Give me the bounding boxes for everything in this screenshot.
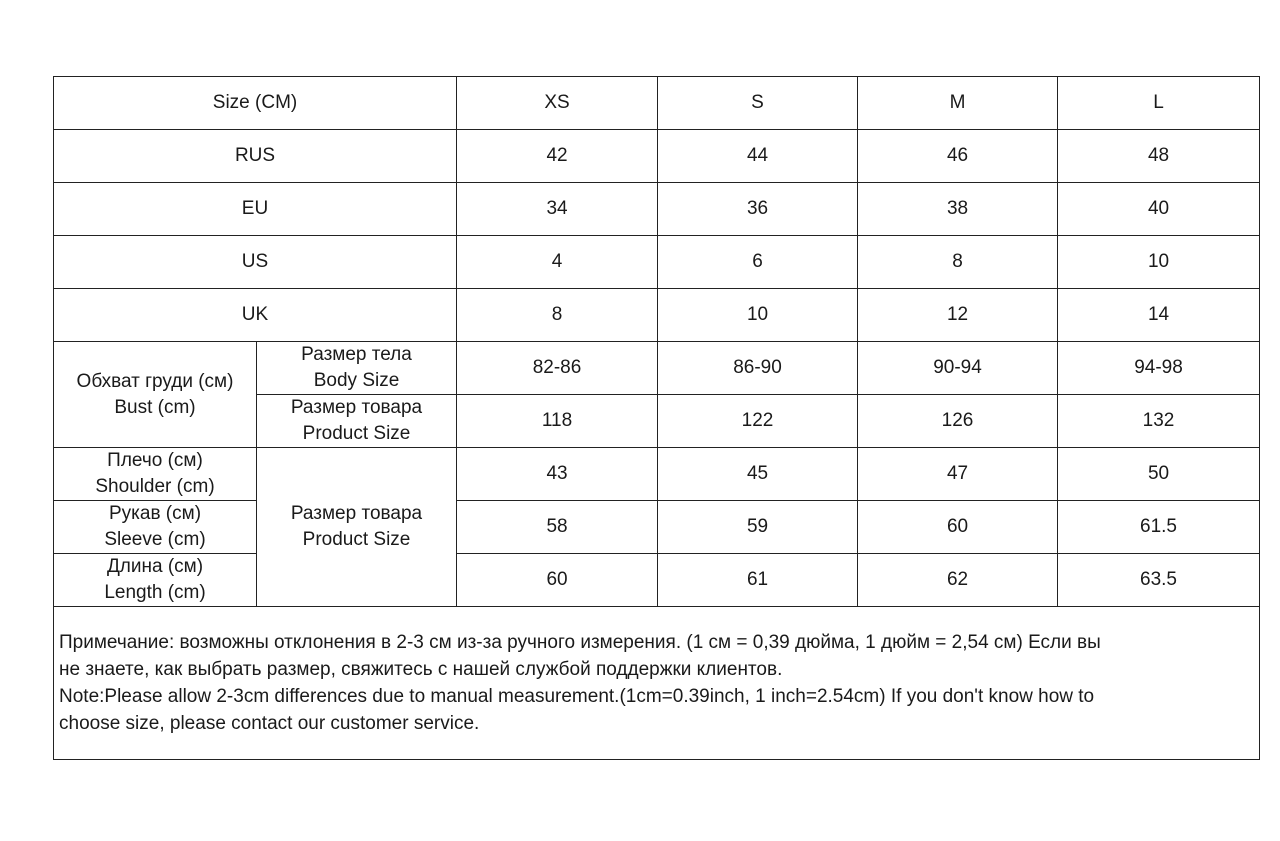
table-cell: 46: [858, 130, 1058, 183]
product-group-label-en: Product Size: [302, 529, 411, 550]
table-cell: 90-94: [858, 342, 1058, 395]
table-cell: 10: [658, 289, 858, 342]
table-cell: 44: [658, 130, 858, 183]
size-header-m: M: [858, 77, 1058, 130]
table-cell: 132: [1058, 395, 1260, 448]
note-cell: [54, 607, 1260, 760]
table-cell: 4: [457, 236, 658, 289]
table-row: [54, 236, 1260, 289]
standard-label-rus: RUS: [54, 130, 457, 183]
table-cell: 14: [1058, 289, 1260, 342]
product-size-label-en: Product Size: [302, 423, 411, 444]
table-row: [54, 554, 1260, 607]
table-cell: 61: [658, 554, 858, 607]
table-row: [54, 183, 1260, 236]
table-cell: 45: [658, 448, 858, 501]
size-chart-table: [53, 76, 1260, 760]
standard-label-us: US: [54, 236, 457, 289]
table-cell: 82-86: [457, 342, 658, 395]
table-row: [54, 130, 1260, 183]
table-cell: 59: [658, 501, 858, 554]
table-cell: 40: [1058, 183, 1260, 236]
table-cell: 48: [1058, 130, 1260, 183]
table-cell: 60: [457, 554, 658, 607]
table-cell: 61.5: [1058, 501, 1260, 554]
sleeve-label-ru: Рукав (см): [108, 503, 202, 524]
length-label-ru: Длина (см): [106, 556, 204, 577]
standard-label-uk: UK: [54, 289, 457, 342]
shoulder-label-ru: Плечо (см): [107, 450, 203, 471]
table-cell: 60: [858, 501, 1058, 554]
header-row: [54, 77, 1260, 130]
table-cell: 38: [858, 183, 1058, 236]
table-cell: 36: [658, 183, 858, 236]
table-row: [54, 501, 1260, 554]
length-label: [54, 554, 257, 607]
body-size-label-ru: Размер тела: [301, 344, 412, 365]
table-row: [54, 289, 1260, 342]
table-cell: 42: [457, 130, 658, 183]
sleeve-label-en: Sleeve (cm): [104, 529, 206, 550]
note-en-line-2: choose size, please contact our customer service.: [59, 713, 480, 734]
table-cell: 34: [457, 183, 658, 236]
note-row: [54, 607, 1260, 760]
table-cell: 6: [658, 236, 858, 289]
table-cell: 50: [1058, 448, 1260, 501]
table-cell: 94-98: [1058, 342, 1260, 395]
table-cell: 43: [457, 448, 658, 501]
note-ru-line-2: не знаете, как выбрать размер, свяжитесь с нашей службой поддержки клиентов.: [59, 659, 783, 680]
table-cell: 118: [457, 395, 658, 448]
size-header-label: Size (CM): [54, 77, 457, 130]
table-cell: 58: [457, 501, 658, 554]
table-cell: 63.5: [1058, 554, 1260, 607]
product-size-group-label: [257, 448, 457, 607]
table-cell: 47: [858, 448, 1058, 501]
product-size-label: [257, 395, 457, 448]
table-cell: 8: [858, 236, 1058, 289]
product-size-label-ru: Размер товара: [290, 397, 423, 418]
table-cell: 62: [858, 554, 1058, 607]
table-cell: 122: [658, 395, 858, 448]
body-size-label: [257, 342, 457, 395]
table-cell: 86-90: [658, 342, 858, 395]
standard-label-eu: EU: [54, 183, 457, 236]
bust-label-en: Bust (cm): [114, 396, 196, 418]
table-cell: 8: [457, 289, 658, 342]
table-cell: 10: [1058, 236, 1260, 289]
shoulder-label-en: Shoulder (cm): [95, 476, 215, 497]
size-header-xs: XS: [457, 77, 658, 130]
size-header-l: L: [1058, 77, 1260, 130]
bust-label-ru: Обхват груди (см): [76, 370, 234, 392]
table-row: [54, 448, 1260, 501]
note-en-line-1: Note:Please allow 2-3cm differences due to manual measurement.(1cm=0.39inch, 1 inch=2.54cm) If you don't know how to: [59, 686, 1095, 707]
length-label-en: Length (cm): [104, 582, 206, 603]
shoulder-label: [54, 448, 257, 501]
sleeve-label: [54, 501, 257, 554]
table-cell: 12: [858, 289, 1058, 342]
bust-label: [54, 342, 257, 448]
size-header-s: S: [658, 77, 858, 130]
body-size-label-en: Body Size: [313, 370, 400, 391]
table-cell: 126: [858, 395, 1058, 448]
note-ru-line-1: Примечание: возможны отклонения в 2-3 см из-за ручного измерения. (1 см = 0,39 дюйма, 1 дюйм = 2,54 см) Если вы: [59, 632, 1101, 653]
product-group-label-ru: Размер товара: [290, 503, 423, 524]
table-row: [54, 342, 1260, 395]
